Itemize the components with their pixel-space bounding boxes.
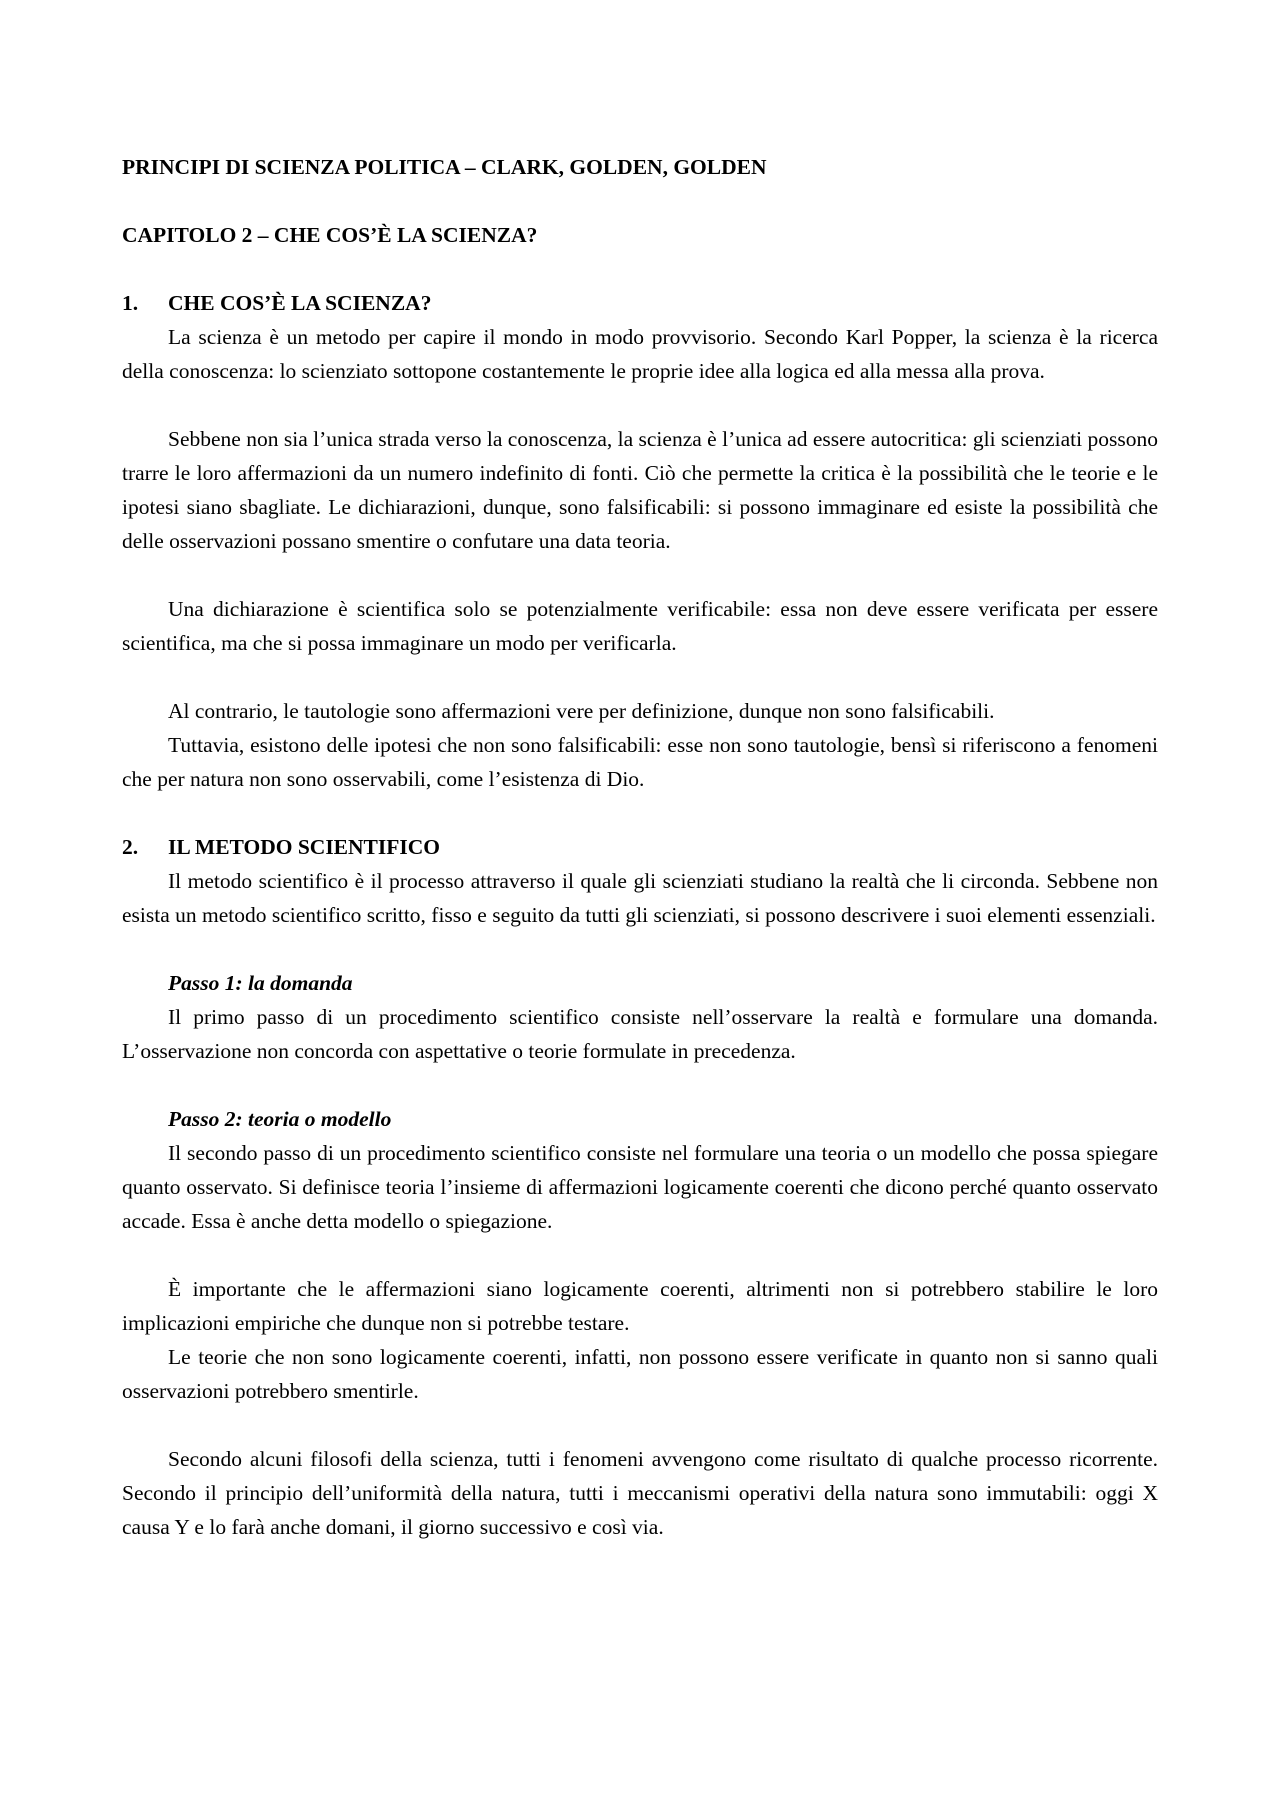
section-1-number: 1.	[122, 291, 139, 315]
step-1-paragraph-1: Il primo passo di un procedimento scientifico consiste nell’osservare la realtà e formulare una domanda. L’osservazione non concorda con aspettative o teorie formulate in precedenza.	[122, 1005, 1158, 1063]
section-1-paragraph-3: Una dichiarazione è scientifica solo se potenzialmente verificabile: essa non deve essere verificata per essere scientifica, ma che si possa immaginare un modo per verificarla.	[122, 597, 1158, 655]
step-2-paragraph-2: È importante che le affermazioni siano logicamente coerenti, altrimenti non si potrebbero stabilire le loro implicazioni empiriche che dunque non si potrebbe testare.	[122, 1277, 1158, 1335]
section-2-intro: Il metodo scientifico è il processo attraverso il quale gli scienziati studiano la realtà che li circonda. Sebbene non esista un metodo scientifico scritto, fisso e seguito da tutti gli scienziati, si possono descrivere i suoi elementi essenziali.	[122, 869, 1158, 927]
chapter-title: CAPITOLO 2 – CHE COS’È LA SCIENZA?	[122, 223, 538, 247]
section-2-title: IL METODO SCIENTIFICO	[168, 835, 441, 859]
step-1-heading: Passo 1: la domanda	[168, 971, 353, 995]
section-1-paragraph-2: Sebbene non sia l’unica strada verso la conoscenza, la scienza è l’unica ad essere autocritica: gli scienziati possono trarre le loro affermazioni da un numero indefinito di fonti. Ciò che permette la critica è la possibilità che le teorie e le ipotesi siano sbagliate. Le dichiarazioni, dunque, sono falsificabili: si possono immaginare ed esiste la possibilità che delle osservazioni possano smentire o confutare una data teoria.	[122, 427, 1158, 553]
section-2-heading	[122, 830, 1158, 864]
section-1-paragraph-5: Tuttavia, esistono delle ipotesi che non sono falsificabili: esse non sono tautologie, bensì si riferiscono a fenomeni che per natura non sono osservabili, come l’esistenza di Dio.	[122, 733, 1158, 791]
step-2-paragraph-1: Il secondo passo di un procedimento scientifico consiste nel formulare una teoria o un modello che possa spiegare quanto osservato. Si definisce teoria l’insieme di affermazioni logicamente coerenti che dicono perché quanto osservato accade. Essa è anche detta modello o spiegazione.	[122, 1141, 1158, 1233]
step-2-paragraph-3: Le teorie che non sono logicamente coerenti, infatti, non possono essere verificate in quanto non si sanno quali osservazioni potrebbero smentirle.	[122, 1345, 1158, 1403]
step-2-heading: Passo 2: teoria o modello	[168, 1107, 392, 1131]
step-2-paragraph-4: Secondo alcuni filosofi della scienza, tutti i fenomeni avvengono come risultato di qualche processo ricorrente. Secondo il principio dell’uniformità della natura, tutti i meccanismi operativi della natura sono immutabili: oggi X causa Y e lo farà anche domani, il giorno successivo e così via.	[122, 1447, 1158, 1539]
section-1-paragraph-4: Al contrario, le tautologie sono affermazioni vere per definizione, dunque non sono falsificabili.	[168, 699, 995, 723]
section-1-paragraph-1: La scienza è un metodo per capire il mondo in modo provvisorio. Secondo Karl Popper, la scienza è la ricerca della conoscenza: lo scienziato sottopone costantemente le proprie idee alla logica ed alla messa alla prova.	[122, 325, 1158, 383]
section-2-number: 2.	[122, 835, 139, 859]
section-1-title: CHE COS’È LA SCIENZA?	[168, 291, 432, 315]
document-title: PRINCIPI DI SCIENZA POLITICA – CLARK, GOLDEN, GOLDEN	[122, 155, 767, 179]
section-1-heading	[122, 286, 1158, 320]
